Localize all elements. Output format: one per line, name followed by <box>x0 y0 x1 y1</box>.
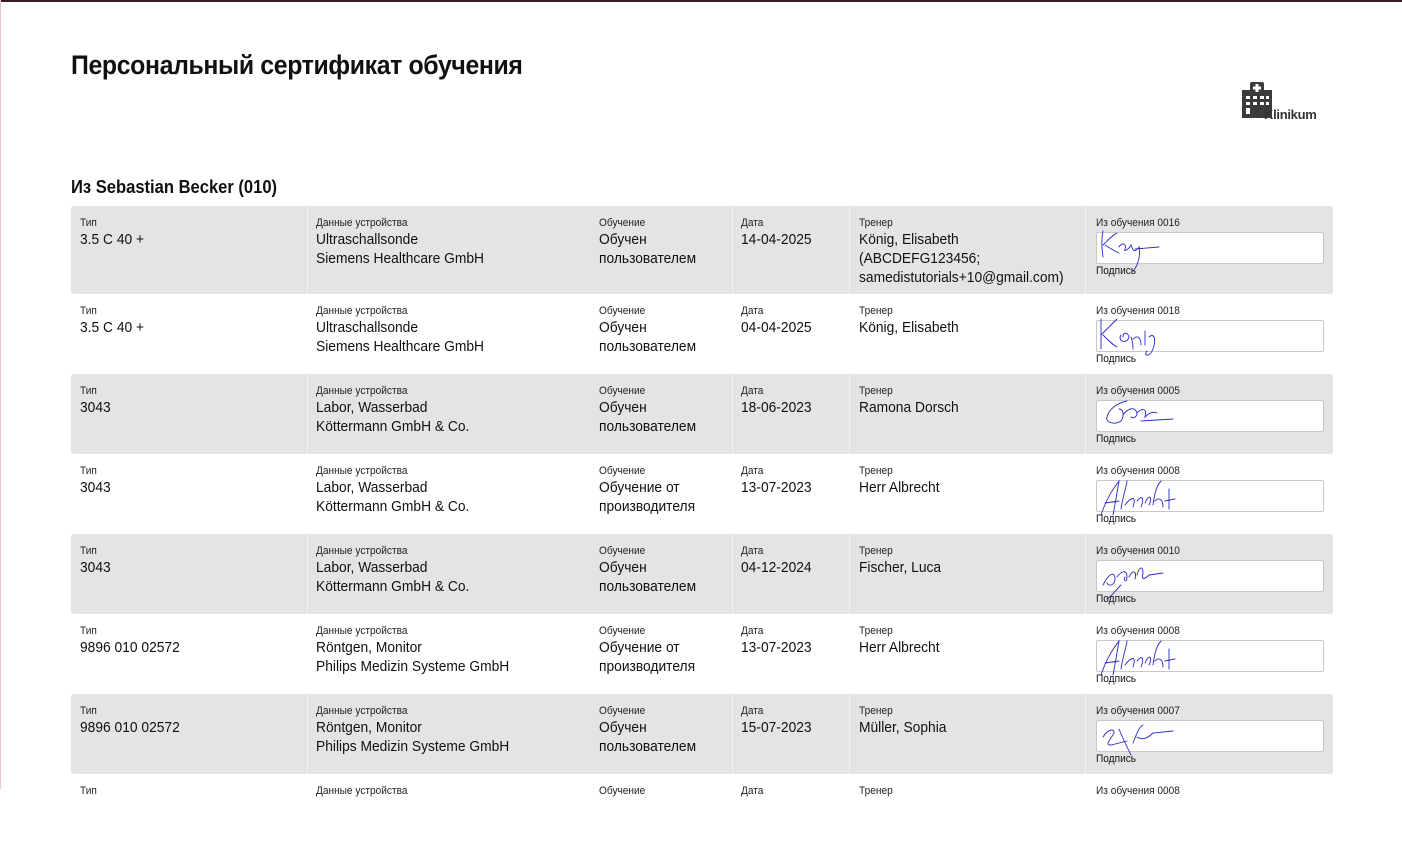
training-label: Обучение <box>599 217 646 229</box>
cell-trainer <box>859 464 947 497</box>
training-ref-label: Из обучения 0007 <box>1096 705 1180 717</box>
signature-label: Подпись <box>1096 265 1137 277</box>
training-value-1: Обучен <box>599 559 647 576</box>
table-row <box>71 614 1333 694</box>
cell-training <box>599 544 705 596</box>
cell-date <box>741 464 818 497</box>
date-label: Дата <box>741 545 764 557</box>
cell-training <box>599 784 649 798</box>
cell-signature <box>1096 384 1326 454</box>
device-label: Данные устройства <box>316 545 408 557</box>
training-label: Обучение <box>599 625 646 637</box>
cell-training <box>599 304 705 356</box>
device-label: Данные устройства <box>316 385 408 397</box>
training-ref-label: Из обучения 0008 <box>1096 465 1180 477</box>
date-value-1: 14-04-2025 <box>741 231 812 248</box>
training-ref-label: Из обучения 0018 <box>1096 305 1180 317</box>
cell-trainer <box>859 784 896 798</box>
signature-box <box>1096 560 1324 592</box>
trainer-label: Тренер <box>859 217 893 229</box>
trainer-label: Тренер <box>859 545 893 557</box>
device-label: Данные устройства <box>316 217 408 229</box>
table-row <box>71 694 1333 774</box>
trainer-value-1: Fischer, Luca <box>859 559 942 576</box>
signature-label: Подпись <box>1096 353 1137 365</box>
date-label: Дата <box>741 305 764 317</box>
logo-text: Klinikum <box>1264 107 1317 122</box>
column-divider <box>307 374 308 454</box>
signature-box <box>1096 232 1324 264</box>
column-divider <box>1085 206 1086 294</box>
cell-training <box>599 384 705 436</box>
date-value-1: 04-12-2024 <box>741 559 812 576</box>
training-ref-label: Из обучения 0005 <box>1096 385 1180 397</box>
trainer-label: Тренер <box>859 625 893 637</box>
date-value-1: 13-07-2023 <box>741 479 812 496</box>
cell-signature <box>1096 464 1326 534</box>
signature-box <box>1096 640 1324 672</box>
signature-label: Подпись <box>1096 513 1137 525</box>
cell-date <box>741 216 818 249</box>
cell-signature <box>1096 624 1326 694</box>
device-value-1: Labor, Wasserbad <box>316 559 428 576</box>
training-value-1: Обучен <box>599 719 647 736</box>
table-row <box>71 454 1333 534</box>
training-value-1: Обучен <box>599 231 647 248</box>
device-value-2: Siemens Healthcare GmbH <box>316 338 484 355</box>
cell-training <box>599 704 705 756</box>
column-divider <box>849 374 850 454</box>
cell-date <box>741 544 818 577</box>
cell-device <box>316 216 499 268</box>
training-value-1: Обучение от <box>599 639 680 656</box>
cell-device <box>316 624 526 676</box>
trainer-value-1: Herr Albrecht <box>859 639 940 656</box>
training-ref-label: Из обучения 0008 <box>1096 625 1180 637</box>
top-border <box>0 0 1402 2</box>
device-value-1: Röntgen, Monitor <box>316 639 422 656</box>
column-divider <box>307 534 308 614</box>
page-title: Персональный сертификат обучения <box>71 50 523 80</box>
trainer-value-1: Ramona Dorsch <box>859 399 959 416</box>
trainer-value-1: Herr Albrecht <box>859 479 940 496</box>
signature-label: Подпись <box>1096 673 1137 685</box>
column-divider <box>849 206 850 294</box>
table-row <box>71 774 1333 834</box>
person-heading: Из Sebastian Becker (010) <box>71 177 278 197</box>
date-value-1: 15-07-2023 <box>741 719 812 736</box>
cell-trainer <box>859 624 947 657</box>
trainer-value-1: Müller, Sophia <box>859 719 947 736</box>
date-value-1: 04-04-2025 <box>741 319 812 336</box>
cell-trainer <box>859 704 954 737</box>
device-value-1: Ultraschallsonde <box>316 319 419 336</box>
device-value-2: Siemens Healthcare GmbH <box>316 250 484 267</box>
signature-box <box>1096 320 1324 352</box>
cell-type <box>80 384 113 417</box>
cell-type <box>80 544 113 577</box>
date-label: Дата <box>741 785 764 797</box>
date-label: Дата <box>741 217 764 229</box>
device-value-2: Köttermann GmbH & Co. <box>316 418 470 435</box>
device-label: Данные устройства <box>316 465 408 477</box>
table-row <box>71 294 1333 374</box>
table-row <box>71 206 1333 294</box>
left-border <box>0 0 1 789</box>
cell-signature <box>1096 216 1326 286</box>
training-value-1: Обучение от <box>599 479 680 496</box>
column-divider <box>307 694 308 774</box>
device-value-1: Labor, Wasserbad <box>316 479 428 496</box>
type-label: Тип <box>80 705 97 717</box>
training-label: Обучение <box>599 545 646 557</box>
cell-type <box>80 216 150 249</box>
column-divider <box>1085 374 1086 454</box>
training-value-2: пользователем <box>599 578 697 595</box>
signature-label: Подпись <box>1096 593 1137 605</box>
column-divider <box>1085 534 1086 614</box>
trainer-label: Тренер <box>859 305 893 317</box>
training-label: Обучение <box>599 705 646 717</box>
type-value-1: 3043 <box>80 479 111 496</box>
training-ref-label: Из обучения 0010 <box>1096 545 1180 557</box>
table-row <box>71 374 1333 454</box>
training-value-2: пользователем <box>599 338 697 355</box>
cell-device <box>316 464 483 516</box>
device-label: Данные устройства <box>316 785 408 797</box>
trainer-label: Тренер <box>859 385 893 397</box>
cell-type <box>80 464 113 497</box>
training-value-2: пользователем <box>599 738 697 755</box>
trainer-value-2: (ABCDEFG123456; <box>859 250 981 267</box>
trainer-label: Тренер <box>859 465 893 477</box>
device-value-2: Philips Medizin Systeme GmbH <box>316 658 510 675</box>
signature-label: Подпись <box>1096 753 1137 765</box>
cell-date <box>741 384 818 417</box>
type-label: Тип <box>80 785 97 797</box>
type-value-1: 3.5 C 40 + <box>80 231 145 248</box>
trainer-value-1: König, Elisabeth <box>859 319 959 336</box>
training-label: Обучение <box>599 785 646 797</box>
training-label: Обучение <box>599 385 646 397</box>
trainer-label: Тренер <box>859 705 893 717</box>
date-label: Дата <box>741 465 764 477</box>
cell-date <box>741 304 818 337</box>
type-label: Тип <box>80 545 97 557</box>
cell-device <box>316 704 526 756</box>
date-value-1: 13-07-2023 <box>741 639 812 656</box>
cell-training <box>599 624 703 676</box>
cell-signature <box>1096 304 1326 374</box>
trainer-value-1: König, Elisabeth <box>859 231 959 248</box>
cell-training <box>599 216 705 268</box>
device-value-2: Köttermann GmbH & Co. <box>316 578 470 595</box>
signature-label: Подпись <box>1096 433 1137 445</box>
type-value-1: 3043 <box>80 559 111 576</box>
cell-signature <box>1096 704 1326 774</box>
cell-trainer <box>859 304 967 337</box>
cell-type <box>80 304 150 337</box>
signature-box <box>1096 480 1324 512</box>
type-value-1: 3043 <box>80 399 111 416</box>
column-divider <box>849 534 850 614</box>
signature-box <box>1096 720 1324 752</box>
date-value-1: 18-06-2023 <box>741 399 812 416</box>
training-value-2: производителя <box>599 498 696 515</box>
cell-device <box>316 544 483 596</box>
type-label: Тип <box>80 465 97 477</box>
cell-date <box>741 704 818 737</box>
training-value-2: пользователем <box>599 250 697 267</box>
column-divider <box>732 534 733 614</box>
training-label: Обучение <box>599 305 646 317</box>
training-table <box>71 206 1333 834</box>
cell-device <box>316 384 483 436</box>
date-label: Дата <box>741 625 764 637</box>
device-label: Данные устройства <box>316 305 408 317</box>
cell-training <box>599 464 703 516</box>
column-divider <box>1085 694 1086 774</box>
type-label: Тип <box>80 625 97 637</box>
device-label: Данные устройства <box>316 625 408 637</box>
type-value-1: 3.5 C 40 + <box>80 319 145 336</box>
cell-signature <box>1096 784 1326 854</box>
training-label: Обучение <box>599 465 646 477</box>
signature-box <box>1096 400 1324 432</box>
device-value-2: Philips Medizin Systeme GmbH <box>316 738 510 755</box>
cell-trainer <box>859 216 1081 287</box>
date-label: Дата <box>741 705 764 717</box>
date-label: Дата <box>741 385 764 397</box>
device-value-1: Labor, Wasserbad <box>316 399 428 416</box>
training-value-1: Обучен <box>599 319 647 336</box>
cell-device <box>316 784 415 798</box>
column-divider <box>732 206 733 294</box>
cell-signature <box>1096 544 1326 614</box>
klinikum-logo <box>1240 80 1324 124</box>
column-divider <box>307 206 308 294</box>
cell-date <box>741 784 765 798</box>
training-value-1: Обучен <box>599 399 647 416</box>
trainer-label: Тренер <box>859 785 893 797</box>
table-row <box>71 534 1333 614</box>
device-label: Данные устройства <box>316 705 408 717</box>
cell-trainer <box>859 384 967 417</box>
type-label: Тип <box>80 217 97 229</box>
cell-trainer <box>859 544 948 577</box>
column-divider <box>732 374 733 454</box>
training-ref-label: Из обучения 0008 <box>1096 785 1180 797</box>
device-value-1: Ultraschallsonde <box>316 231 419 248</box>
cell-type <box>80 704 188 737</box>
type-value-1: 9896 010 02572 <box>80 719 180 736</box>
cell-type <box>80 624 188 657</box>
device-value-2: Köttermann GmbH & Co. <box>316 498 470 515</box>
type-label: Тип <box>80 305 97 317</box>
column-divider <box>849 694 850 774</box>
cell-type <box>80 784 98 798</box>
training-value-2: пользователем <box>599 418 697 435</box>
cell-date <box>741 624 818 657</box>
column-divider <box>732 694 733 774</box>
cell-device <box>316 304 499 356</box>
training-value-2: производителя <box>599 658 696 675</box>
training-ref-label: Из обучения 0016 <box>1096 217 1180 229</box>
type-value-1: 9896 010 02572 <box>80 639 180 656</box>
trainer-value-3: samedistutorials+10@gmail.com) <box>859 269 1064 286</box>
device-value-1: Röntgen, Monitor <box>316 719 422 736</box>
type-label: Тип <box>80 385 97 397</box>
